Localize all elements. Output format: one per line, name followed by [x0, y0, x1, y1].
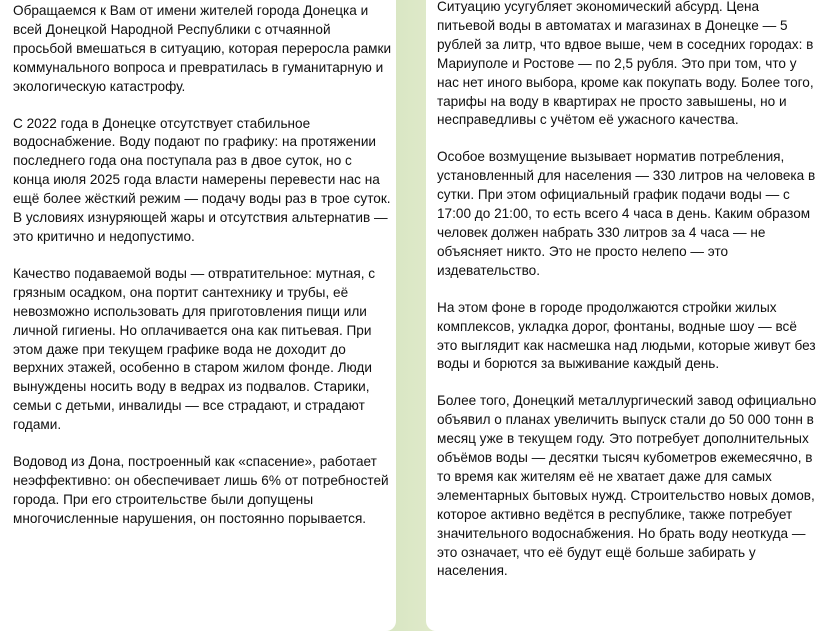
message-paragraph: С 2022 года в Донецке отсутствует стабильное водоснабжение. Воду подают по графику: на протяжении последнего года она поступала раз в двое суток, но с конца июля 2025 года власти намерены перевести нас на ещё более жёсткий режим — подачу воды раз в трое суток. В условиях изнуряющей жары и отсутствия альтернатив — это критично и недопустимо.: [13, 115, 391, 244]
message-paragraph: На этом фоне в городе продолжаются стройки жилых комплексов, укладка дорог, фонтаны, водные шоу — всё это выглядит как насмешка над людьми, которые живут без воды и борются за выживание каждый день.: [437, 299, 816, 372]
message-paragraph: Водовод из Дона, построенный как «спасение», работает неэффективно: он обеспечивает лишь 6% от потребностей города. При его строительстве были допущены многочисленные нарушения, он постоянно порывается.: [13, 454, 389, 526]
message-paragraph: Особое возмущение вызывает норматив потребления, установленный для населения — 330 литров на человека в сутки. При этом официальный график подачи воды — с 17:00 до 21:00, то есть всего 4 часа в день. Каким образом человек должен набрать 330 литров за 4 часа — не объясняет никто. Это не просто нелепо — это издевательство.: [437, 149, 816, 278]
message-paragraph: Обращаемся к Вам от имени жителей города Донецка и всей Донецкой Народной Республики с отчаянной просьбой вмешаться в ситуацию, которая переросла рамки коммунального вопроса и превратилась в гуманитарную и экологическую катастрофу.: [13, 3, 392, 94]
message-bubble-right[interactable]: [426, 0, 823, 631]
message-paragraph: Ситуацию усугубляет экономический абсурд. Цена питьевой воды в автоматах и магазинах в Донецке — 5 рублей за литр, что вдвое выше, чем в соседних городах: в Мариуполе и Ростове — по 2,5 рубля. Это при том, что у нас нет иного выбора, кроме как покупать воду. Более того, тарифы на воду в квартирах не просто завышены, но и несправедливы с учётом её ужасного качества.: [437, 0, 814, 128]
message-bubble-left[interactable]: [0, 0, 396, 631]
message-paragraph: Качество подаваемой воды — отвратительное: мутная, с грязным осадком, она портит сантехнику и трубы, её невозможно использовать для приготовления пищи или личной гигиены. Но оплачивается она как питьевая. При этом даже при текущем графике вода не доходит до верхних этажей, особенно в старом жилом фонде. Люди вынуждены носить воду в ведрах из подвалов. Старики, семьи с детьми, инвалиды — все страдают, и страдают годами.: [13, 265, 376, 433]
message-paragraph: Более того, Донецкий металлургический завод официально объявил о планах увеличить выпуск стали до 50 000 тонн в месяц уже в текущем году. Это потребует дополнительных объёмов воды — десятки тысяч кубометров ежемесячно, в то время как жителям её не хватает даже для самых элементарных бытовых нужд. Строительство новых домов, которое активно ведётся в республике, также потребует значительного водоснабжения. Но брать воду неоткуда — это означает, что её будут ещё больше забирать у населения.: [437, 393, 817, 579]
